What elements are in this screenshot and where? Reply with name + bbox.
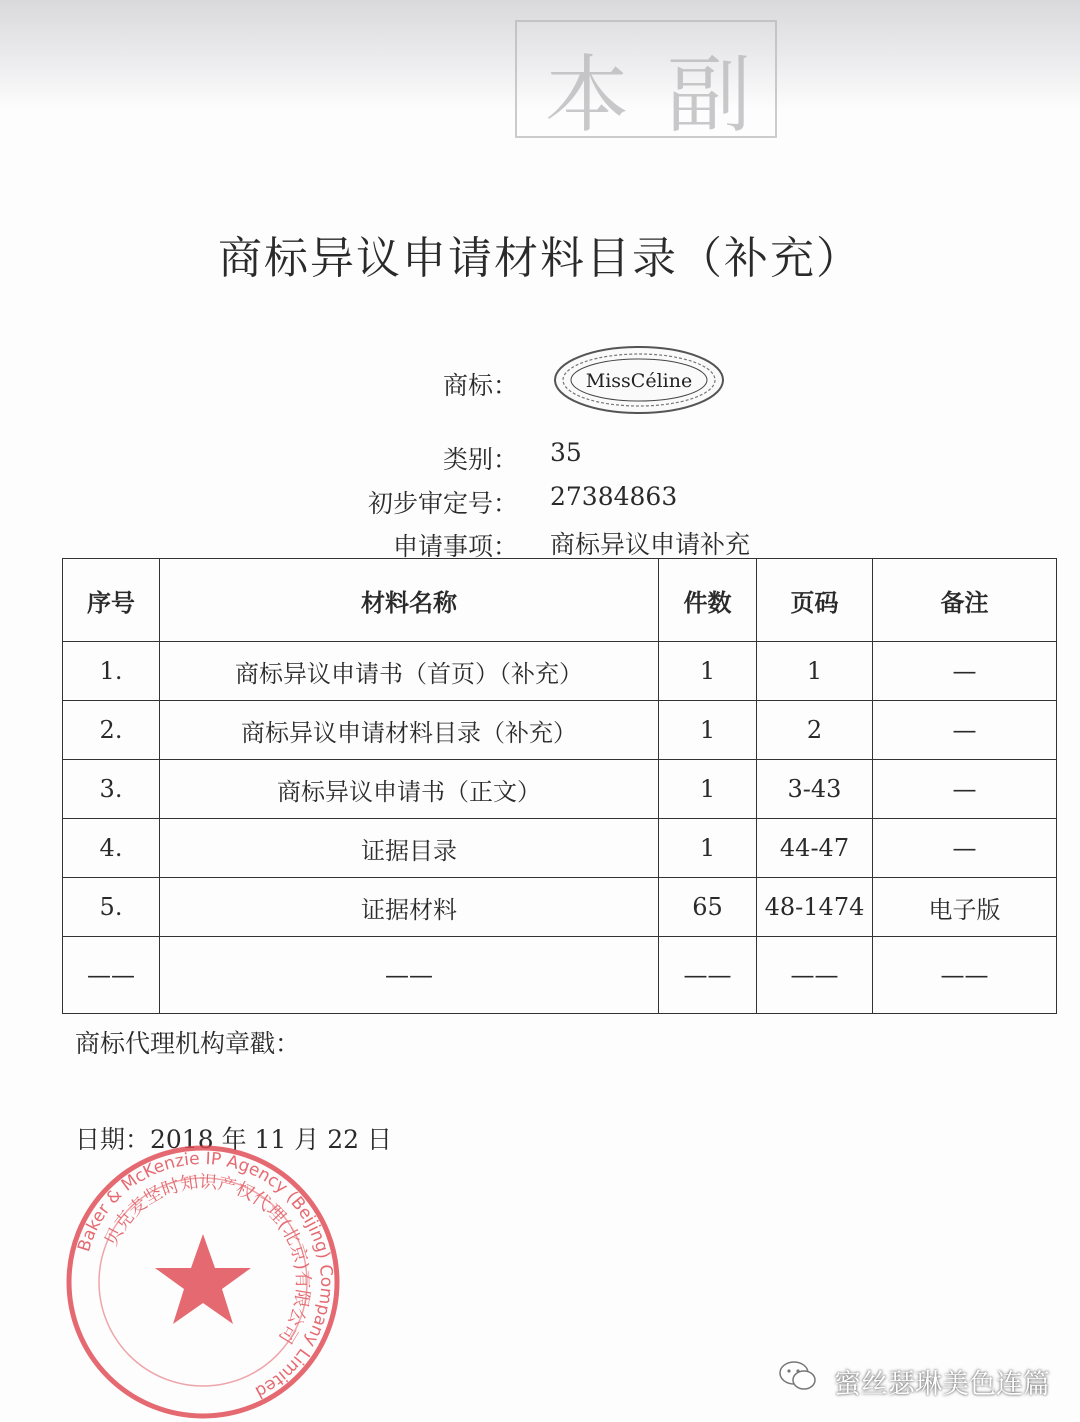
cell-pages: 1	[757, 642, 873, 701]
approval-number-label: 初步审定号：	[367, 489, 518, 518]
cell-count: 1	[659, 701, 757, 760]
cell-pages: ——	[757, 937, 873, 1014]
copy-stamp	[515, 20, 777, 144]
cell-pages: 3-43	[757, 760, 873, 819]
approval-number-value: 27384863	[550, 482, 678, 511]
cell-pages: 2	[757, 701, 873, 760]
trademark-logo	[553, 345, 725, 415]
company-seal	[63, 1142, 343, 1422]
cell-count: 1	[659, 819, 757, 878]
seal-inner-text: 贝克麦坚时知识产权代理(北京)有限公司	[100, 1171, 314, 1348]
table-header-row	[63, 559, 1057, 642]
cell-pages: 44-47	[757, 819, 873, 878]
header-pages: 页码	[757, 559, 873, 642]
header-material-name: 材料名称	[160, 559, 659, 642]
cell-count: 65	[659, 878, 757, 937]
seal-outer-text: Baker & McKenzie IP Agency (Beijing) Company Limited	[74, 1148, 337, 1402]
table-row	[63, 878, 1057, 937]
cell-material-name: 商标异议申请书（首页）（补充）	[160, 642, 659, 701]
header-index: 序号	[63, 559, 160, 642]
cell-pages: 48-1474	[757, 878, 873, 937]
cell-remarks: 电子版	[873, 878, 1057, 937]
wechat-icon	[778, 1358, 818, 1394]
table-row	[63, 701, 1057, 760]
cell-index: 1.	[63, 642, 160, 701]
table-row	[63, 937, 1057, 1014]
cell-material-name: 商标异议申请材料目录（补充）	[160, 701, 659, 760]
cell-index: 4.	[63, 819, 160, 878]
category-value: 35	[550, 438, 582, 467]
agency-seal-label: 商标代理机构章戳：	[75, 1029, 301, 1058]
cell-index: ——	[63, 937, 160, 1014]
trademark-label: 商标：	[442, 371, 518, 400]
cell-material-name: 证据目录	[160, 819, 659, 878]
cell-remarks: ——	[873, 937, 1057, 1014]
cell-count: 1	[659, 642, 757, 701]
category-label: 类别：	[442, 445, 518, 474]
cell-index: 3.	[63, 760, 160, 819]
logo-text: MissCéline	[585, 370, 693, 392]
cell-index: 2.	[63, 701, 160, 760]
matter-value: 商标异议申请补充	[550, 530, 751, 559]
cell-material-name: 证据材料	[160, 878, 659, 937]
cell-remarks: —	[873, 760, 1057, 819]
table-row	[63, 760, 1057, 819]
document-title: 商标异议申请材料目录（补充）	[218, 233, 862, 284]
cell-count: 1	[659, 760, 757, 819]
table-row	[63, 642, 1057, 701]
copy-stamp-char-2: 副	[667, 46, 752, 144]
cell-material-name: 商标异议申请书（正文）	[160, 760, 659, 819]
materials-table	[62, 558, 1057, 1014]
cell-count: ——	[659, 937, 757, 1014]
seal-star-icon	[155, 1234, 251, 1324]
cell-remarks: —	[873, 701, 1057, 760]
header-count: 件数	[659, 559, 757, 642]
cell-remarks: —	[873, 819, 1057, 878]
table-row	[63, 819, 1057, 878]
header-remarks: 备注	[873, 559, 1057, 642]
cell-material-name: ——	[160, 937, 659, 1014]
copy-stamp-char-1: 本	[545, 46, 630, 144]
matter-label: 申请事项：	[392, 532, 518, 561]
cell-index: 5.	[63, 878, 160, 937]
cell-remarks: —	[873, 642, 1057, 701]
watermark-text: 蜜丝瑟琳美色连篇	[834, 1369, 1050, 1400]
date-line: 日期：2018 年 11 月 22 日	[75, 1125, 392, 1154]
